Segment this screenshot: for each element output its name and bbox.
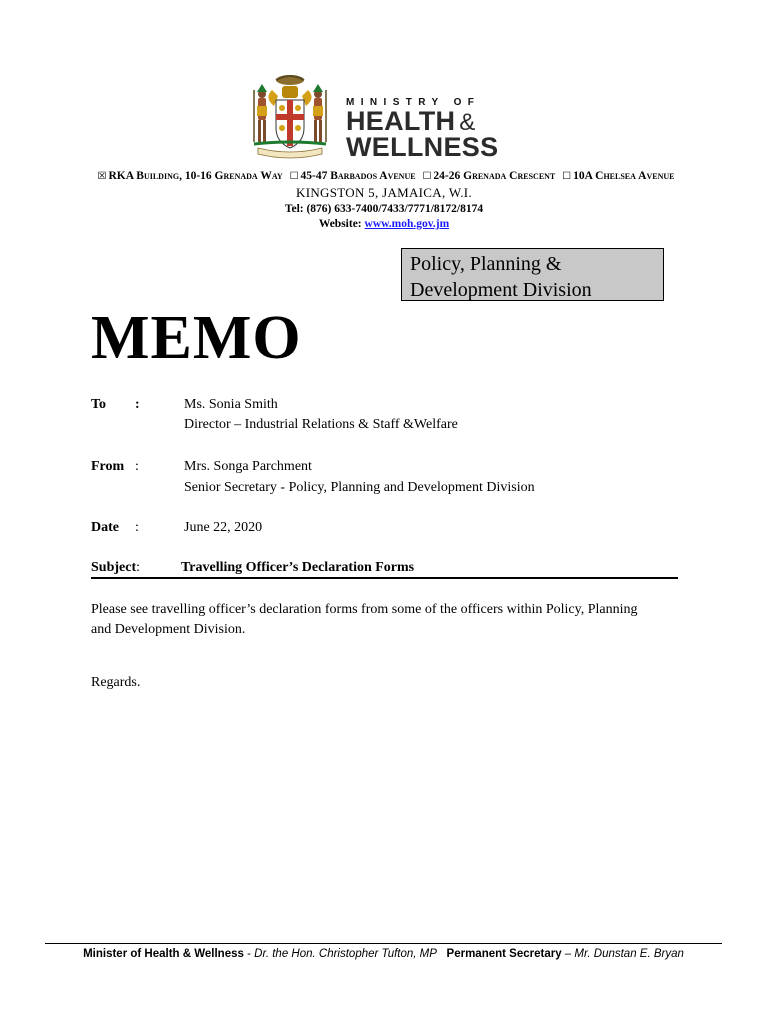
division-line2: Development Division bbox=[410, 279, 592, 301]
minister-separator: - bbox=[243, 948, 255, 960]
checked-box-icon: ☒ bbox=[97, 171, 107, 182]
subject-value: Travelling Officer’s Declaration Forms bbox=[181, 560, 415, 575]
minister-name: Dr. the Hon. Christopher Tufton, MP bbox=[254, 948, 437, 960]
ministry-name-line2: WELLNESS bbox=[346, 132, 499, 162]
ministry-of-text: MINISTRY OF bbox=[346, 97, 481, 108]
date-label: Date bbox=[91, 520, 119, 535]
address-item: 24-26 Grenada Crescent bbox=[433, 170, 556, 182]
ministry-wordmark bbox=[346, 97, 526, 160]
subject-colon: : bbox=[136, 560, 141, 575]
from-name: Mrs. Songa Parchment bbox=[184, 459, 312, 474]
from-title: Senior Secretary - Policy, Planning and Development Division bbox=[184, 480, 535, 495]
address-item: RKA Building, 10-16 Grenada Way bbox=[108, 170, 283, 182]
coat-of-arms-logo bbox=[244, 70, 336, 162]
closing: Regards. bbox=[91, 675, 141, 690]
subject-label bbox=[91, 558, 140, 578]
date-value: June 22, 2020 bbox=[184, 520, 263, 535]
permanent-secretary-label: Permanent Secretary bbox=[446, 948, 562, 960]
health-text: HEALTH bbox=[346, 106, 456, 136]
address-item: 45-47 Barbados Avenue bbox=[300, 170, 416, 182]
minister-label: Minister of Health & Wellness bbox=[83, 948, 244, 960]
ampersand-text: & bbox=[459, 109, 476, 136]
city-line: KINGSTON 5, JAMAICA, W.I. bbox=[296, 185, 472, 200]
to-name: Ms. Sonia Smith bbox=[184, 397, 278, 412]
telephone-line: Tel: (876) 633-7400/7433/7771/8172/8174 bbox=[284, 203, 484, 215]
from-label: From bbox=[91, 459, 125, 474]
website-label: Website: bbox=[318, 218, 362, 230]
footer bbox=[45, 946, 722, 962]
permanent-secretary-name: Mr. Dunstan E. Bryan bbox=[574, 948, 684, 960]
footer-divider bbox=[45, 943, 722, 944]
website-line bbox=[0, 218, 768, 230]
address-item: 10A Chelsea Avenue bbox=[573, 170, 675, 182]
permanent-secretary-separator: – bbox=[561, 948, 575, 960]
checkbox-icon: ☐ bbox=[422, 171, 432, 182]
division-line1: Policy, Planning & bbox=[410, 253, 562, 275]
from-colon: : bbox=[135, 459, 139, 474]
memo-title: MEMO bbox=[91, 304, 302, 372]
memo-body: Please see travelling officer’s declaration forms from some of the officers within Policy, Planning and Development Division. bbox=[91, 602, 638, 637]
to-title: Director – Industrial Relations & Staff &Welfare bbox=[184, 417, 458, 432]
division-box bbox=[401, 248, 664, 301]
checkbox-icon: ☐ bbox=[562, 171, 572, 182]
checkbox-icon: ☐ bbox=[289, 171, 299, 182]
to-colon: : bbox=[135, 397, 140, 412]
subject-divider bbox=[91, 577, 678, 579]
website-link[interactable]: www.moh.gov.jm bbox=[364, 218, 450, 230]
subject-label-text: Subject bbox=[91, 560, 137, 575]
date-colon: : bbox=[135, 520, 139, 535]
address-line bbox=[0, 170, 768, 182]
to-label: To bbox=[91, 397, 107, 412]
